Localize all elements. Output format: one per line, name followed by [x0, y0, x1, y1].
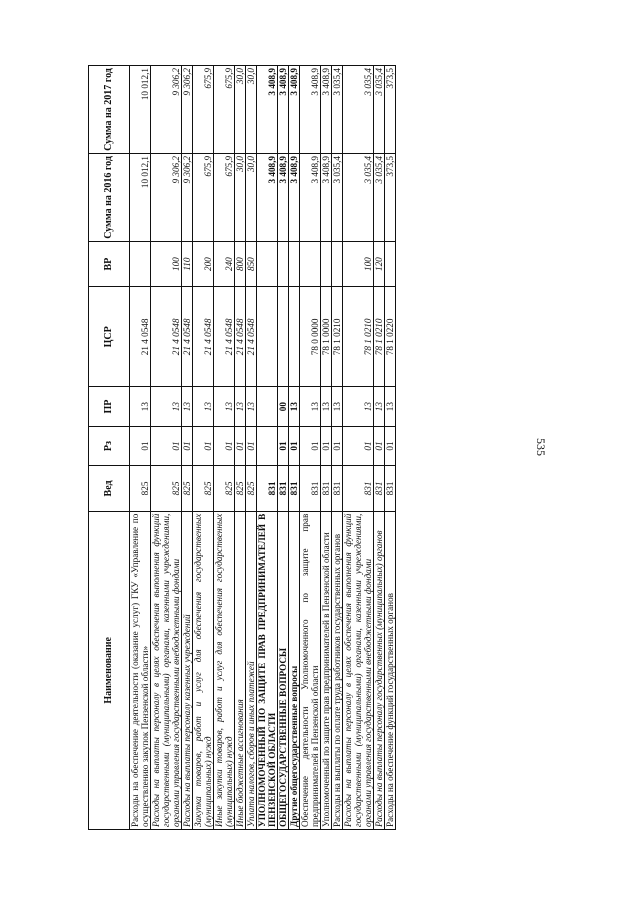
cell-pr: 13: [246, 387, 257, 426]
cell-ved: 825: [235, 466, 246, 511]
table-row: [151, 66, 182, 830]
cell-ved: 825: [246, 466, 257, 511]
cell-name: Расходы на выплаты персоналу в целях обеспечения выполнения функций государственными (муниципальными) органами, казенными учреждениями, органами управления государственными внебюджетными фондами: [151, 511, 182, 829]
table-row: [332, 66, 343, 830]
cell-csr: 21 4 0548: [151, 287, 182, 387]
cell-ved: 825: [214, 466, 235, 511]
cell-s2016: 3 035,4: [343, 153, 374, 241]
cell-csr: 21 4 0548: [130, 287, 151, 387]
col-vr-header: ВР: [89, 241, 130, 286]
cell-rz: 01: [278, 426, 289, 465]
page-number: 535: [534, 438, 548, 456]
cell-csr: 21 4 0548: [246, 287, 257, 387]
cell-vr: [385, 241, 396, 286]
cell-name: Иные бюджетные ассигнования: [235, 511, 246, 829]
cell-name: Закупка товаров, работ и услуг для обеспечения государственных (муниципальных) нужд: [193, 511, 214, 829]
table-row: [182, 66, 193, 830]
cell-ved: 825: [193, 466, 214, 511]
cell-pr: 13: [332, 387, 343, 426]
cell-vr: [130, 241, 151, 286]
cell-pr: 13: [321, 387, 332, 426]
cell-name: Расходы на обеспечение функций государственных органов: [385, 511, 396, 829]
cell-s2017: 3 035,4: [343, 66, 374, 154]
cell-name: Расходы на выплаты по оплате труда работников государственных органов: [332, 511, 343, 829]
cell-ved: 831: [385, 466, 396, 511]
cell-ved: 831: [321, 466, 332, 511]
cell-csr: 78 1 0000: [321, 287, 332, 387]
cell-rz: 01: [374, 426, 385, 465]
cell-rz: 01: [182, 426, 193, 465]
cell-vr: [278, 241, 289, 286]
table-row: [343, 66, 374, 830]
cell-s2017: 9 306,2: [182, 66, 193, 154]
cell-s2017: 3 408,9: [278, 66, 289, 154]
cell-s2017: 3 408,9: [321, 66, 332, 154]
cell-rz: 01: [246, 426, 257, 465]
cell-rz: 01: [343, 426, 374, 465]
cell-name: Иные закупки товаров, работ и услуг для обеспечения государственных (муниципальных) нужд: [214, 511, 235, 829]
cell-s2017: 3 408,9: [300, 66, 321, 154]
cell-s2017: 675,9: [214, 66, 235, 154]
col-pr-header: ПР: [89, 387, 130, 426]
table-row: [214, 66, 235, 830]
cell-s2017: 373,5: [385, 66, 396, 154]
cell-csr: 78 1 0220: [385, 287, 396, 387]
cell-pr: 13: [235, 387, 246, 426]
cell-vr: 240: [214, 241, 235, 286]
header-row: [89, 66, 130, 830]
cell-name: Расходы на выплаты персоналу государственных (муниципальных) органов: [374, 511, 385, 829]
cell-vr: 100: [151, 241, 182, 286]
cell-ved: 831: [289, 466, 300, 511]
cell-name: Другие общегосударственные вопросы: [289, 511, 300, 829]
cell-csr: 21 4 0548: [235, 287, 246, 387]
cell-ved: 831: [257, 466, 278, 511]
cell-vr: 850: [246, 241, 257, 286]
cell-rz: [257, 426, 278, 465]
cell-csr: 21 4 0548: [193, 287, 214, 387]
table-row: [278, 66, 289, 830]
cell-csr: 21 4 0548: [214, 287, 235, 387]
cell-rz: 01: [289, 426, 300, 465]
cell-pr: 13: [193, 387, 214, 426]
cell-rz: 01: [193, 426, 214, 465]
cell-ved: 831: [343, 466, 374, 511]
cell-s2017: 30,0: [235, 66, 246, 154]
table-row: [321, 66, 332, 830]
cell-pr: 00: [278, 387, 289, 426]
cell-s2017: 3 035,4: [374, 66, 385, 154]
cell-vr: 800: [235, 241, 246, 286]
cell-s2016: 3 408,9: [257, 153, 278, 241]
cell-ved: 831: [300, 466, 321, 511]
cell-pr: 13: [385, 387, 396, 426]
cell-name: Расходы на выплаты персоналу в целях обеспечения выполнения функций государственными (муниципальными) органами, казенными учреждениями, органами управления государственными внебюджетными фондами: [343, 511, 374, 829]
cell-ved: 831: [278, 466, 289, 511]
cell-s2016: 373,5: [385, 153, 396, 241]
cell-s2017: 9 306,2: [151, 66, 182, 154]
col-name-header: Наименование: [89, 511, 130, 829]
cell-pr: 13: [130, 387, 151, 426]
table-row: [385, 66, 396, 830]
cell-pr: 13: [343, 387, 374, 426]
rotated-page: [88, 65, 568, 830]
table-row: [300, 66, 321, 830]
cell-vr: 100: [343, 241, 374, 286]
cell-name: Расходы на выплаты персоналу казенных учреждений: [182, 511, 193, 829]
table-body: [130, 66, 396, 830]
cell-s2016: 3 035,4: [332, 153, 343, 241]
cell-rz: 01: [321, 426, 332, 465]
cell-rz: 01: [332, 426, 343, 465]
col-ved-header: Вед: [89, 466, 130, 511]
cell-rz: 01: [130, 426, 151, 465]
cell-name: УПОЛНОМОЧЕННЫЙ ПО ЗАЩИТЕ ПРАВ ПРЕДПРИНИМАТЕЛЕЙ В ПЕНЗЕНСКОЙ ОБЛАСТИ: [257, 511, 278, 829]
col-sum2016-header: Сумма на 2016 год: [89, 153, 130, 241]
cell-rz: 01: [151, 426, 182, 465]
budget-table: [88, 65, 396, 830]
cell-name: Обеспечение деятельности Уполномоченного по защите прав предпринимателей в Пензенской области: [300, 511, 321, 829]
cell-pr: 13: [151, 387, 182, 426]
cell-s2016: 3 035,4: [374, 153, 385, 241]
cell-vr: 120: [374, 241, 385, 286]
cell-rz: 01: [300, 426, 321, 465]
col-sum2017-header: Сумма на 2017 год: [89, 66, 130, 154]
cell-s2016: 9 306,2: [182, 153, 193, 241]
cell-csr: 78 1 0210: [374, 287, 385, 387]
table-row: [235, 66, 246, 830]
cell-vr: [321, 241, 332, 286]
cell-s2017: 3 408,9: [289, 66, 300, 154]
cell-csr: 78 1 0210: [332, 287, 343, 387]
cell-vr: 200: [193, 241, 214, 286]
cell-name: ОБЩЕГОСУДАРСТВЕННЫЕ ВОПРОСЫ: [278, 511, 289, 829]
cell-s2016: 675,9: [214, 153, 235, 241]
cell-name: Расходы на обеспечение деятельности (оказание услуг) ГКУ «Управление по осуществлению закупок Пензенской области»: [130, 511, 151, 829]
cell-ved: 825: [182, 466, 193, 511]
cell-s2016: 3 408,9: [289, 153, 300, 241]
cell-csr: [289, 287, 300, 387]
cell-vr: [300, 241, 321, 286]
cell-s2016: 3 408,9: [300, 153, 321, 241]
cell-pr: 13: [182, 387, 193, 426]
col-csr-header: ЦСР: [89, 287, 130, 387]
cell-pr: 13: [289, 387, 300, 426]
cell-rz: 01: [235, 426, 246, 465]
table-row: [374, 66, 385, 830]
table-row: [289, 66, 300, 830]
cell-csr: 21 4 0548: [182, 287, 193, 387]
table-row: [130, 66, 151, 830]
cell-pr: [257, 387, 278, 426]
cell-vr: 110: [182, 241, 193, 286]
cell-ved: 831: [374, 466, 385, 511]
cell-ved: 831: [332, 466, 343, 511]
table-row: [193, 66, 214, 830]
cell-s2016: 3 408,9: [278, 153, 289, 241]
cell-s2016: 675,9: [193, 153, 214, 241]
cell-s2017: 3 408,9: [257, 66, 278, 154]
cell-s2016: 9 306,2: [151, 153, 182, 241]
cell-pr: 13: [374, 387, 385, 426]
cell-rz: 01: [385, 426, 396, 465]
cell-csr: 78 0 0000: [300, 287, 321, 387]
cell-s2017: 675,9: [193, 66, 214, 154]
cell-s2016: 30,0: [235, 153, 246, 241]
cell-ved: 825: [151, 466, 182, 511]
cell-name: Уплата налогов, сборов и иных платежей: [246, 511, 257, 829]
cell-vr: [257, 241, 278, 286]
cell-name: Уполномоченный по защите прав предпринимателей в Пензенской области: [321, 511, 332, 829]
cell-pr: 13: [300, 387, 321, 426]
cell-s2017: 3 035,4: [332, 66, 343, 154]
cell-s2016: 3 408,9: [321, 153, 332, 241]
cell-s2017: 10 012,1: [130, 66, 151, 154]
cell-csr: [257, 287, 278, 387]
cell-vr: [289, 241, 300, 286]
cell-s2016: 10 012,1: [130, 153, 151, 241]
col-rz-header: Рз: [89, 426, 130, 465]
cell-rz: 01: [214, 426, 235, 465]
table-row: [257, 66, 278, 830]
cell-s2016: 30,0: [246, 153, 257, 241]
cell-vr: [332, 241, 343, 286]
cell-csr: [278, 287, 289, 387]
cell-pr: 13: [214, 387, 235, 426]
cell-s2017: 30,0: [246, 66, 257, 154]
cell-csr: 78 1 0210: [343, 287, 374, 387]
table-row: [246, 66, 257, 830]
cell-ved: 825: [130, 466, 151, 511]
